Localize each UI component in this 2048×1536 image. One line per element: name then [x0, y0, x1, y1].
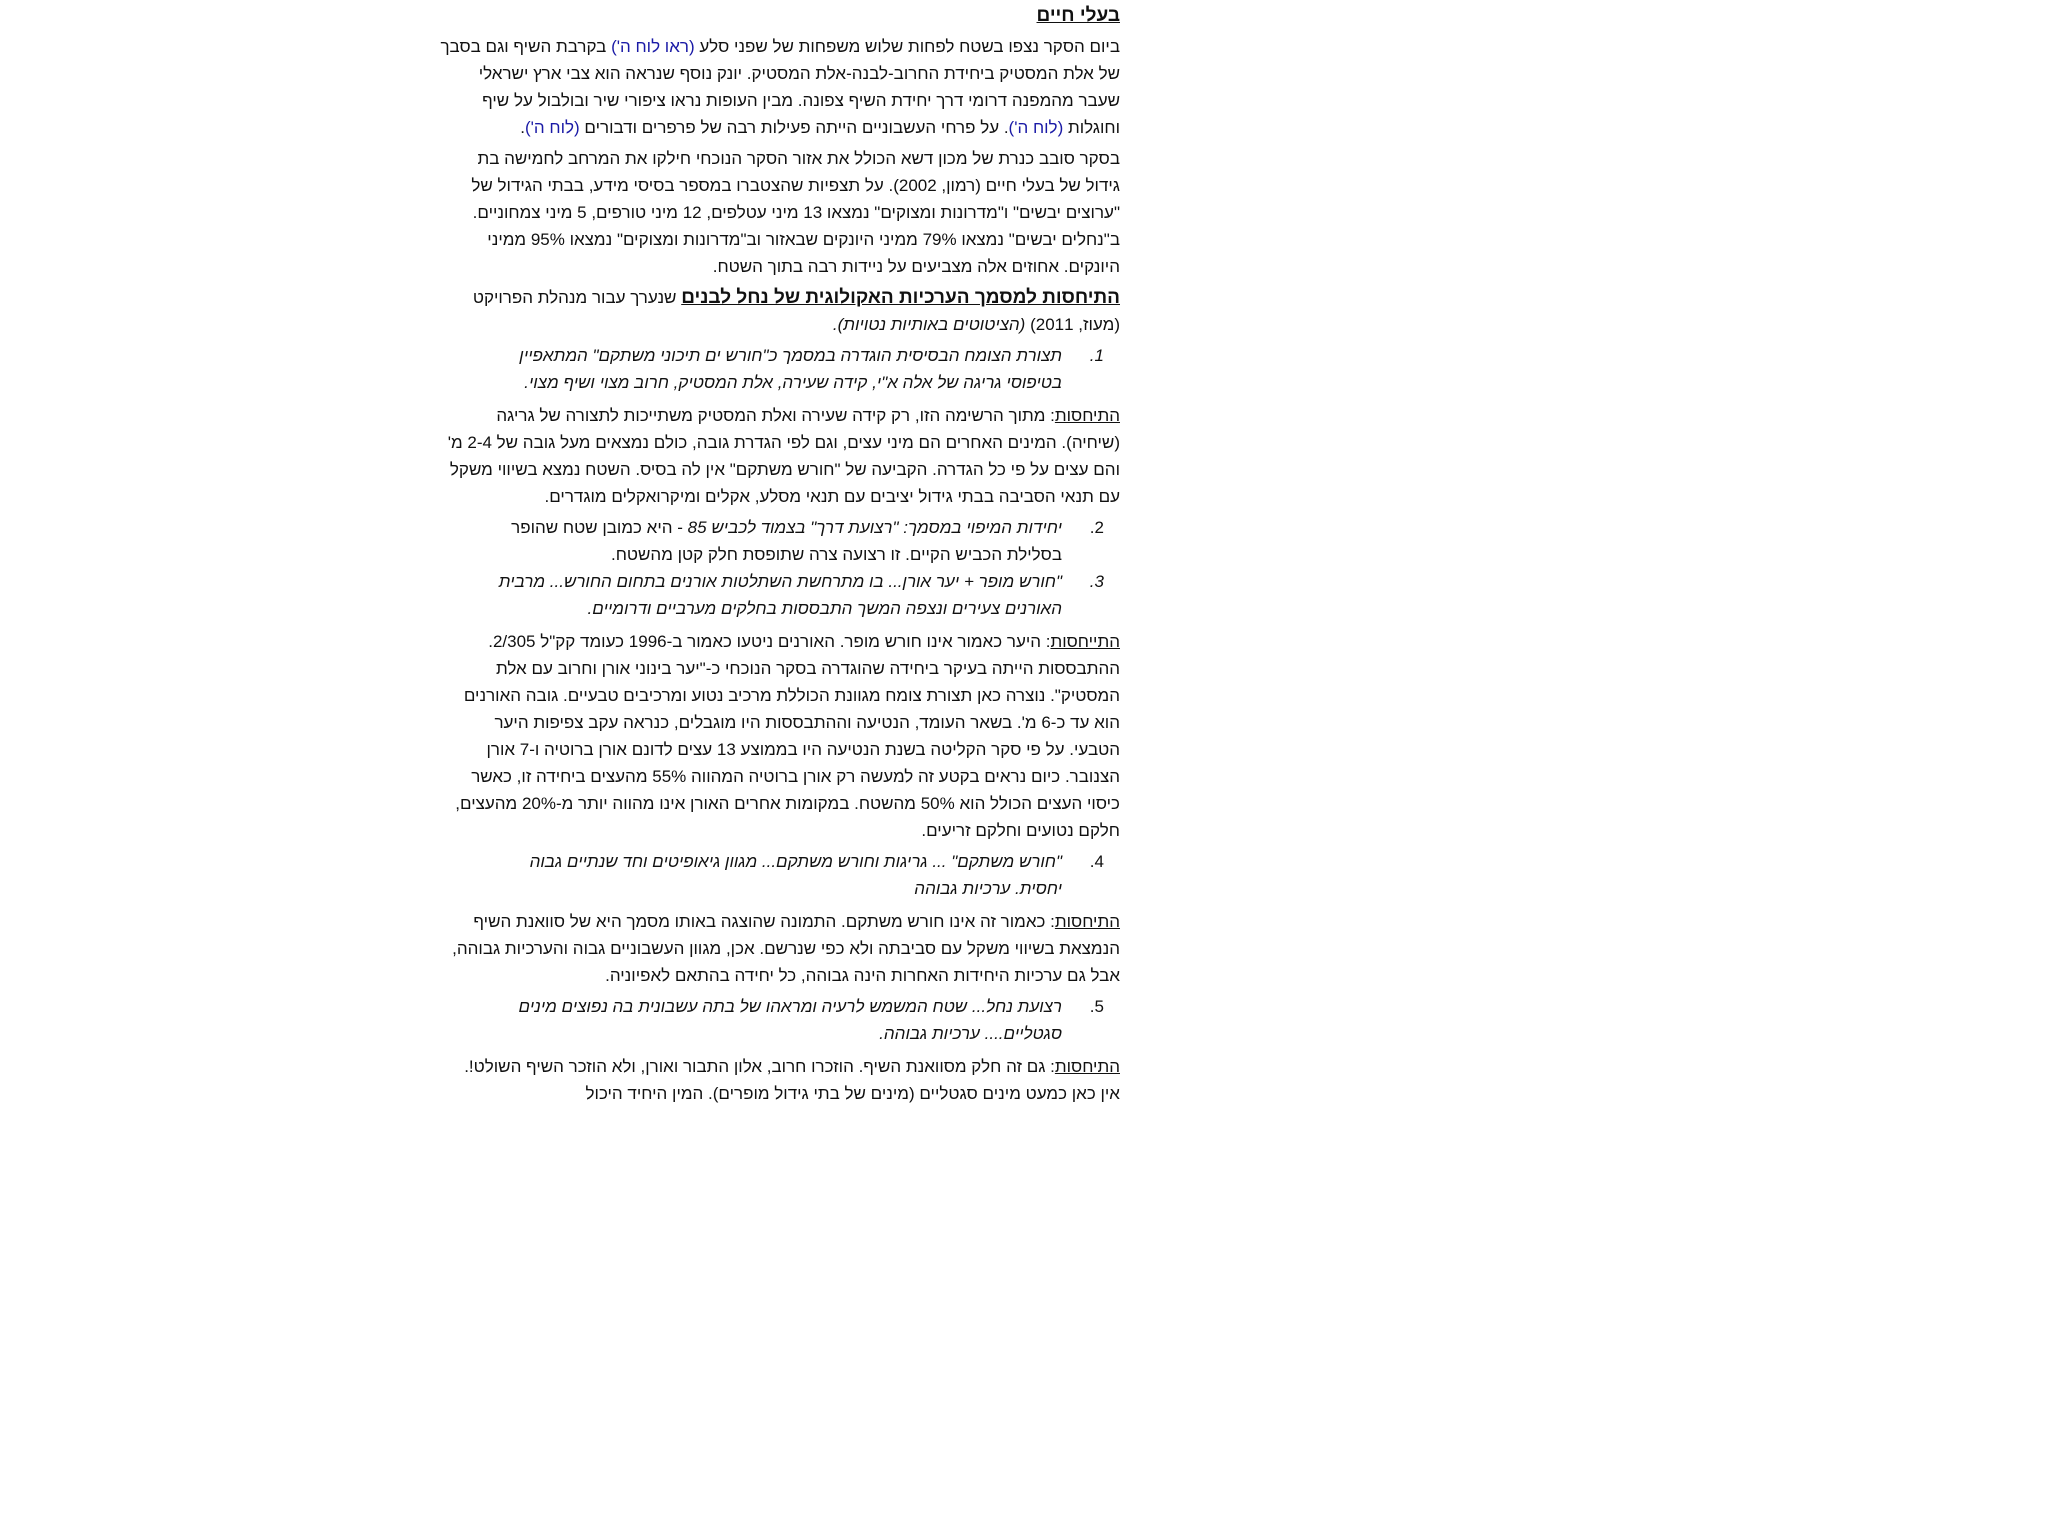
response-label: התייחסות — [1050, 632, 1120, 651]
quote-list-1 — [440, 342, 1120, 396]
quote-number: 3. — [1089, 572, 1104, 591]
quote-item-1 — [480, 342, 1104, 396]
response-intro — [440, 284, 1120, 338]
quote-list-4 — [440, 993, 1120, 1047]
quote-text: - היא כמובן שטח שהופר בסלילת הכביש הקיים. זו רצועה צרה שתופסת חלק קטן מהשטח. — [511, 518, 1062, 564]
animals-p1-text-a: ביום הסקר נצפו בשטח לפחות שלוש משפחות של שפני סלע — [694, 37, 1120, 56]
animals-p1-text-d: . — [520, 118, 525, 137]
quote-number: 1. — [1089, 346, 1104, 365]
animals-p1-text-c: . על פרחי העשבוניים הייתה פעילות רבה של פרפרים ודבורים — [579, 118, 1009, 137]
response-heading: התיחסות למסמך הערכיות האקולוגית של נחל לבנים — [681, 287, 1120, 308]
quote-number: 2. — [1089, 518, 1104, 537]
animals-paragraph-1 — [440, 33, 1120, 141]
quote-text: רצועת נחל... שטח המשמש לרעיה ומראהו של בתה עשבונית בה נפוצים מינים סגטליים.... ערכיות גבוהה. — [518, 997, 1062, 1043]
quote-list-2 — [440, 514, 1120, 622]
response-4 — [440, 908, 1120, 989]
quote-list-3 — [440, 848, 1120, 902]
quote-item-4 — [480, 848, 1104, 902]
response-label: התיחסות — [1054, 1057, 1120, 1076]
response-label: התיחסות — [1054, 912, 1120, 931]
response-text: : היער כאמור אינו חורש מופר. האורנים ניטעו כאמור ב-1996 כעומד קק"ל 2/305. ההתבססות הייתה בעיקר ביחידה שהוגדרה בסקר הנוכחי כ-"יער בינוני אורן וחרוב עם אלת המסטיק". נוצרה כאן תצורת צומח מגוונת הכוללת מרכיב נטוע ומרכיבים טבעיים. גובה האורנים הוא עד כ-6 מ'. בשאר העומד, הנטיעה וההתבססות היו מוגבלים, כנראה עקב צפיפות היער הטבעי. על פי סקר הקליטה בשנת הנטיעה היו בממוצע 13 עצים לדונם אורן ברוטיה ו-7 אורן הצנובר. כיום נראים בקטע זה למעשה רק אורן ברוטיה המהווה 55% מהעצים ביחידה זו, כאשר כיסוי העצים הכולל הוא 50% מהשטח. במקומות אחרים האורן אינו מהווה יותר מ-20% מהעצים, חלקם נטועים וחלקם זריעים. — [455, 632, 1120, 840]
plate-reference-link-1[interactable]: (ראו לוח ה') — [611, 37, 695, 56]
quote-item-3 — [480, 568, 1104, 622]
response-intro-italic: (הציטוטים באותיות נטויות). — [832, 315, 1026, 334]
plate-reference-link-2[interactable]: (לוח ה') — [1008, 118, 1064, 137]
animals-paragraph-2: בסקר סובב כנרת של מכון דשא הכולל את אזור הסקר הנוכחי חילקו את המרחב לחמישה בת גידול של בעלי חיים (רמון, 2002). על תצפיות שהצטברו במספר בסיסי מידע, בבתי הגידול של "ערוצים יבשים" ו"מדרונות ומצוקים" נמצאו 13 מיני עטלפים, 12 מיני טורפים, 5 מיני צמחוניים. ב"נחלים יבשים" נמצאו 79% ממיני היונקים שבאזור וב"מדרונות ומצוקים" נמצאו 95% ממיני היונקים. אחוזים אלה מצביעים על ניידות רבה בתוך השטח. — [471, 149, 1120, 276]
response-text: : מתוך הרשימה הזו, רק קידה שעירה ואלת המסטיק משתייכות לתצורה של גריגה (שיחיה). המינים האחרים הם מיני עצים, וגם לפי הגדרת גובה, כולם נמצאים מעל גובה של 2-4 מ' והם עצים על פי כל הגדרה. הקביעה של "חורש משתקם" אין לה בסיס. השטח נמצא בשיווי משקל עם תנאי הסביבה בבתי גידול יציבים עם תנאי מסלע, אקלים ומיקרואקלים מוגדרים. — [447, 406, 1120, 506]
response-intro-text: שנערך עבור מנהלת הפרויקט (מעוז, 2011) — [472, 288, 1120, 334]
quote-number: 5. — [1089, 997, 1104, 1016]
quote-item-5 — [480, 993, 1104, 1047]
quote-number: 4. — [1089, 852, 1104, 871]
document-page — [440, 0, 1120, 1111]
plate-reference-link-3[interactable]: (לוח ה') — [524, 118, 580, 137]
response-label: התיחסות — [1054, 406, 1120, 425]
response-5 — [440, 1053, 1120, 1107]
quote-text: תצורת הצומח הבסיסית הוגדרה במסמך כ"חורש ים תיכוני משתקם" המתאפיין בטיפוסי גריגה של אלה א"י, קידה שעירה, אלת המסטיק, חרוב מצוי ושיף מצוי. — [519, 346, 1062, 392]
quote-text: "חורש מופר + יער אורן... בו מתרחשת השתלטות אורנים בתחום החורש... מרבית האורנים צעירים ונצפה המשך התבססות בחלקים מערביים ודרומיים. — [498, 572, 1062, 618]
quote-text: "חורש משתקם" ... גריגות וחורש משתקם... מגוון גיאופיטים וחד שנתיים גבוה יחסית. ערכיות גבוהה — [529, 852, 1062, 898]
quote-text-italic: יחידות המיפוי במסמך: "רצועת דרך" בצמוד לכביש 85 — [687, 518, 1062, 537]
quote-item-2 — [480, 514, 1104, 568]
animals-heading: בעלי חיים — [1036, 5, 1120, 26]
response-1 — [440, 402, 1120, 510]
response-text: : כאמור זה אינו חורש משתקם. התמונה שהוצגה באותו מסמך היא של סוואנת השיף הנמצאת בשיווי משקל עם סביבתה ולא כפי שנרשם. אכן, מגוון העשבוניים גבוה והערכיות גבוהה, אבל גם ערכיות היחידות האחרות הינה גבוהה, כל יחידה בהתאם לאפיוניה. — [452, 912, 1120, 985]
response-text: : גם זה חלק מסוואנת השיף. הוזכרו חרוב, אלון התבור ואורן, ולא הוזכר השיף השולט!. אין כאן כמעט מינים סגטליים (מינים של בתי גידול מופרים). המין היחיד היכול — [464, 1057, 1120, 1103]
animals-p1-text-b: בקרבת השיף וגם בסבך של אלת המסטיק ביחידת החרוב-לבנה-אלת המסטיק. יונק נוסף שנראה הוא צבי ארץ ישראלי שעבר מהמפנה דרומי דרך יחידת השיף צפונה. מבין העופות נראו ציפורי שיר ובולבול על שיף וחוגלות — [440, 37, 1120, 137]
response-3 — [440, 628, 1120, 844]
